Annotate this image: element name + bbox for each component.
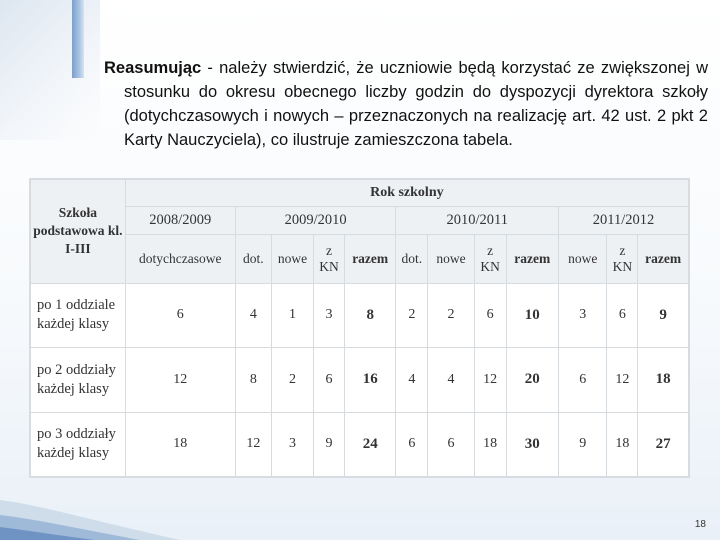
- cell-value: 2: [428, 283, 474, 347]
- school-year-header: Rok szkolny: [125, 180, 688, 207]
- row-label: po 3 oddziały każdej klasy: [31, 412, 126, 476]
- corner-swoosh-decoration: [0, 445, 180, 540]
- year-header-2008: 2008/2009: [125, 207, 235, 235]
- cell-value: 6: [474, 283, 506, 347]
- cell-value: 3: [271, 412, 313, 476]
- cell-value: 6: [559, 348, 607, 412]
- cell-value: 12: [125, 348, 235, 412]
- summary-paragraph: [104, 56, 708, 152]
- cell-value: 10: [506, 283, 559, 347]
- subheader-razem: razem: [506, 235, 559, 283]
- cell-value: 3: [559, 283, 607, 347]
- cell-value: 6: [125, 283, 235, 347]
- hours-table-container: [30, 179, 689, 477]
- cell-value: 1: [271, 283, 313, 347]
- table-corner-label: Szkoła podstawowa kl. I-III: [31, 180, 126, 284]
- cell-value: 27: [638, 412, 689, 476]
- subheader-nowe: nowe: [271, 235, 313, 283]
- subheader-razem: razem: [344, 235, 395, 283]
- cell-value: 6: [607, 283, 638, 347]
- subheader-nowe: nowe: [559, 235, 607, 283]
- cell-value: 18: [638, 348, 689, 412]
- paragraph-text: - należy stwierdzić, że uczniowie będą korzystać ze zwiększonej w stosunku do okresu obecnego liczby godzin do dyspozycji dyrektora szkoły (dotychczasowych i nowych – przeznaczonych na realizację art. 42 ust. 2 pkt 2 Karty Nauczyciela), co ilustruje zamieszczona tabela.: [124, 59, 708, 149]
- cell-value: 24: [344, 412, 395, 476]
- cell-value: 9: [314, 412, 345, 476]
- cell-value: 12: [235, 412, 271, 476]
- year-header-2011: 2011/2012: [559, 207, 689, 235]
- cell-value: 6: [396, 412, 428, 476]
- subheader-zkn: z KN: [314, 235, 345, 283]
- cell-value: 18: [607, 412, 638, 476]
- cell-value: 9: [638, 283, 689, 347]
- subheader-dotychczasowe: dotychczasowe: [125, 235, 235, 283]
- row-label: po 1 oddziale każdej klasy: [31, 283, 126, 347]
- subheader-razem: razem: [638, 235, 689, 283]
- cell-value: 2: [396, 283, 428, 347]
- cell-value: 12: [474, 348, 506, 412]
- subheader-dot: dot.: [235, 235, 271, 283]
- table-row: [31, 283, 689, 347]
- cell-value: 18: [125, 412, 235, 476]
- cell-value: 4: [396, 348, 428, 412]
- cell-value: 9: [559, 412, 607, 476]
- paragraph-lead: Reasumując: [104, 59, 202, 77]
- subheader-zkn: z KN: [474, 235, 506, 283]
- cell-value: 2: [271, 348, 313, 412]
- hours-table: [30, 179, 689, 477]
- cell-value: 18: [474, 412, 506, 476]
- year-header-2009: 2009/2010: [235, 207, 396, 235]
- accent-bar: [72, 0, 84, 78]
- cell-value: 20: [506, 348, 559, 412]
- cell-value: 30: [506, 412, 559, 476]
- cell-value: 6: [428, 412, 474, 476]
- cell-value: 4: [428, 348, 474, 412]
- cell-value: 3: [314, 283, 345, 347]
- subheader-zkn: z KN: [607, 235, 638, 283]
- cell-value: 4: [235, 283, 271, 347]
- cell-value: 12: [607, 348, 638, 412]
- subheader-nowe: nowe: [428, 235, 474, 283]
- cell-value: 8: [235, 348, 271, 412]
- year-header-2010: 2010/2011: [396, 207, 559, 235]
- row-label: po 2 oddziały każdej klasy: [31, 348, 126, 412]
- page-number: 18: [694, 519, 706, 530]
- subheader-dot: dot.: [396, 235, 428, 283]
- cell-value: 6: [314, 348, 345, 412]
- cell-value: 16: [344, 348, 395, 412]
- corner-decoration: [0, 0, 100, 140]
- table-row: [31, 348, 689, 412]
- cell-value: 8: [344, 283, 395, 347]
